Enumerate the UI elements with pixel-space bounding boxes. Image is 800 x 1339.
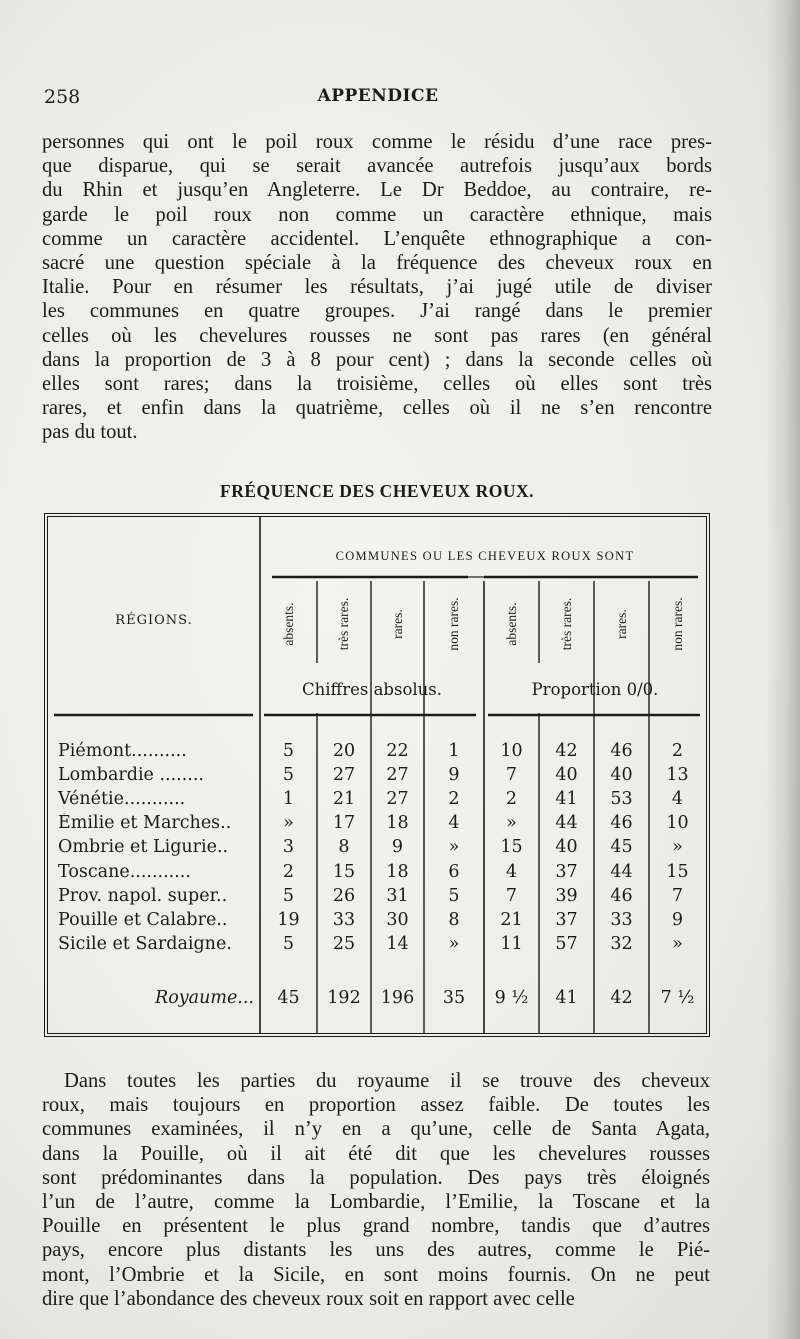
- table-cell: 5: [282, 933, 295, 954]
- table-cell: 7: [671, 885, 684, 906]
- table-cell: »: [506, 813, 517, 834]
- region-name: [58, 862, 253, 882]
- table-cell: 37: [555, 861, 578, 882]
- table-cell: 4: [671, 789, 684, 810]
- table-cell: 15: [666, 861, 689, 882]
- column-header: [484, 581, 539, 667]
- text-line: Italie. Pour en résumer les résultats, j’ai jugé utile de diviser: [42, 276, 712, 299]
- region-text: Vénétie...........: [58, 789, 186, 810]
- table-cell: 5: [448, 885, 460, 906]
- running-title: APPENDICE: [317, 86, 439, 106]
- table-cell: 4: [505, 861, 518, 882]
- region-name: [58, 765, 253, 785]
- region-text: Toscane...........: [58, 861, 191, 882]
- table-cell: 19: [277, 909, 300, 930]
- table-cell: 2: [448, 789, 460, 810]
- table-cell: 2: [671, 741, 684, 761]
- text-line: comme un caractère accidentel. L’enquête ethnographique a con-: [42, 227, 712, 250]
- table-cell: 27: [386, 789, 409, 810]
- paragraph-2: [42, 1069, 710, 1311]
- table-cell: 9: [671, 909, 684, 930]
- table-cell: 32: [610, 933, 633, 954]
- column-header: [539, 581, 594, 667]
- table-cell: 15: [332, 861, 356, 882]
- region-text: Piémont..........: [58, 741, 187, 761]
- table-cell: 18: [386, 813, 409, 834]
- total-row-label: [58, 988, 254, 1008]
- text-line: personnes qui ont le poil roux comme le résidu d’une race pres-: [42, 131, 712, 153]
- table-cell: 31: [386, 885, 409, 906]
- text-line: mont, l’Ombrie et la Sicile, en sont moins fournis. On ne peut: [42, 1263, 710, 1286]
- text-line: sont prédominantes dans la population. Des pays très éloignés: [42, 1166, 710, 1189]
- table-cell: 7: [505, 885, 518, 906]
- page-number: 258: [44, 86, 81, 108]
- text-line: roux, mais toujours en proportion assez faible. De toutes les: [42, 1094, 710, 1117]
- column-header-text: très rares.: [336, 597, 351, 651]
- column-header: [371, 581, 424, 667]
- frequency-table: [44, 513, 710, 1037]
- table-cell: 5: [282, 741, 295, 761]
- region-text: Émilie et Marches..: [58, 813, 232, 834]
- table-cell: 33: [610, 909, 633, 930]
- table-cell: 14: [386, 933, 409, 954]
- table-cell: 42: [555, 741, 578, 761]
- region-text: Lombardie ........: [58, 765, 204, 786]
- table-cell: 10: [500, 741, 523, 761]
- text-line: sacré une question spéciale à la fréquence des cheveux roux en: [42, 251, 712, 274]
- table-cell: 37: [555, 909, 578, 930]
- table-cell: 5: [282, 885, 295, 906]
- table-cell: 42: [610, 988, 633, 1008]
- column-header-text: absents.: [503, 602, 519, 646]
- text-line: pays, encore plus distants les uns des autres, comme le Pié-: [42, 1239, 710, 1262]
- column-header: [424, 581, 484, 667]
- region-name: [58, 886, 253, 906]
- column-header-text: absents.: [280, 602, 296, 646]
- text-line: elles sont rares; dans la troisième, celles où elles sont très: [42, 372, 712, 395]
- table-cell: 1: [448, 741, 460, 761]
- table-cell: 46: [610, 813, 633, 834]
- table-cell: 40: [610, 765, 633, 786]
- table-cell: 7: [505, 765, 518, 786]
- table-cell: 53: [610, 789, 633, 810]
- region-name: [58, 837, 253, 857]
- region-text: Pouille et Calabre..: [58, 909, 228, 930]
- region-text: Royaume...: [155, 988, 254, 1008]
- table-cell: 39: [555, 885, 578, 906]
- table-cell: 40: [555, 837, 578, 858]
- column-header: [649, 581, 706, 667]
- table-cell: »: [672, 837, 683, 858]
- table-cell: 8: [338, 837, 350, 858]
- communes-header: COMMUNES OU LES CHEVEUX ROUX SONT: [335, 549, 635, 563]
- column-header-text: très rares.: [558, 597, 574, 651]
- table-cell: 18: [386, 861, 409, 882]
- table-cell: 9: [391, 837, 404, 858]
- table-cell: 4: [448, 813, 460, 834]
- table-cell: 57: [555, 933, 578, 954]
- table-cell: 13: [666, 765, 689, 786]
- region-name: [58, 741, 253, 761]
- table-cell: 44: [555, 813, 578, 834]
- table-cell: 2: [282, 861, 295, 882]
- region-name: [58, 934, 253, 954]
- table-cell: 45: [610, 837, 633, 858]
- table-cell: 21: [500, 909, 523, 930]
- region-text: Ombrie et Ligurie..: [58, 837, 229, 858]
- table-cell: 22: [386, 741, 409, 761]
- column-header: [260, 581, 317, 667]
- table-cell: 27: [332, 765, 356, 786]
- text-line: dire que l’abondance des cheveux roux soit en rapport avec celle: [42, 1287, 575, 1310]
- text-line: dans la proportion de 3 à 8 pour cent) ; dans la seconde celles où: [42, 348, 712, 371]
- text-line: Dans toutes les parties du royaume il se trouve des cheveux: [64, 1070, 710, 1092]
- table-cell: 35: [442, 988, 466, 1008]
- table-cell: 1: [282, 789, 295, 810]
- table-cell: 41: [555, 789, 578, 810]
- table-cell: »: [448, 837, 460, 858]
- table-cell: 6: [448, 861, 460, 882]
- regions-header: RÉGIONS.: [115, 613, 193, 628]
- table-cell: 8: [448, 909, 460, 930]
- text-line: que disparue, qui se serait avancée autrefois jusqu’aux bords: [42, 155, 712, 178]
- region-text: Sicile et Sardaigne.: [58, 933, 232, 954]
- region-name: [58, 813, 253, 833]
- text-line: pas du tout.: [42, 421, 138, 444]
- text-line: Pouille en présentent le plus grand nombre, tandis que d’autres: [42, 1215, 710, 1238]
- column-header: [317, 581, 371, 667]
- table-cell: 9 ½: [494, 988, 529, 1008]
- table-cell: »: [448, 933, 460, 954]
- table-cell: 7 ½: [660, 988, 695, 1008]
- text-line: dans la Pouille, où il ait été dit que les chevelures rousses: [42, 1142, 710, 1165]
- table-cell: 30: [386, 909, 409, 930]
- table-cell: 25: [332, 933, 356, 954]
- region-text: Prov. napol. super..: [58, 885, 228, 906]
- table-cell: 46: [610, 741, 633, 761]
- text-line: garde le poil roux non comme un caractère ethnique, mais: [42, 203, 712, 226]
- running-head: [44, 86, 712, 112]
- table-cell: 41: [555, 988, 578, 1008]
- column-header-text: non rares.: [669, 597, 685, 651]
- column-header-text: non rares.: [446, 597, 461, 651]
- table-cell: 27: [386, 765, 409, 786]
- text-line: rares, et enfin dans la quatrième, celles où il ne s’en rencontre: [42, 397, 712, 420]
- table-cell: »: [672, 933, 683, 954]
- table-cell: 44: [610, 861, 633, 882]
- table-cell: 20: [332, 741, 356, 761]
- table-title: FRÉQUENCE DES CHEVEUX ROUX.: [220, 481, 534, 501]
- page-gutter-shadow: [766, 0, 800, 1339]
- table-cell: 45: [277, 988, 300, 1008]
- text-line: celles où les chevelures rousses ne sont pas rares (en général: [42, 324, 712, 347]
- absolute-figures-label: Chiffres absolus.: [301, 680, 443, 699]
- table-cell: 26: [332, 885, 356, 906]
- table-cell: 3: [282, 837, 295, 858]
- region-name: [58, 910, 253, 930]
- table-cell: 11: [500, 933, 523, 954]
- table-cell: 46: [610, 885, 633, 906]
- column-header: [594, 581, 649, 667]
- table-cell: 15: [500, 837, 523, 858]
- table-cell: 33: [332, 909, 356, 930]
- column-header-text: rares.: [613, 609, 629, 639]
- table-cell: 2: [505, 789, 518, 810]
- table-cell: 5: [282, 765, 295, 786]
- table-cell: 196: [380, 988, 415, 1008]
- table-cell: »: [283, 813, 294, 834]
- table-cell: 192: [327, 988, 361, 1008]
- text-line: communes examinées, il n’y en a qu’une, celle de Santa Agata,: [42, 1118, 710, 1141]
- text-line: les communes en quatre groupes. J’ai rangé dans le premier: [42, 300, 712, 323]
- table-cell: 17: [332, 813, 356, 834]
- percentage-label: Proportion 0/0.: [531, 680, 659, 699]
- table-cell: 9: [448, 765, 460, 786]
- table-cell: 10: [666, 813, 689, 834]
- table-cell: 21: [332, 789, 356, 810]
- column-header-text: rares.: [389, 609, 405, 639]
- text-line: du Rhin et jusqu’en Angleterre. Le Dr Beddoe, au contraire, re-: [42, 179, 712, 202]
- paragraph-1: [42, 130, 712, 444]
- table-cell: 40: [555, 765, 578, 786]
- region-name: [58, 789, 253, 809]
- text-line: l’un de l’autre, comme la Lombardie, l’Emilie, la Toscane et la: [42, 1190, 710, 1213]
